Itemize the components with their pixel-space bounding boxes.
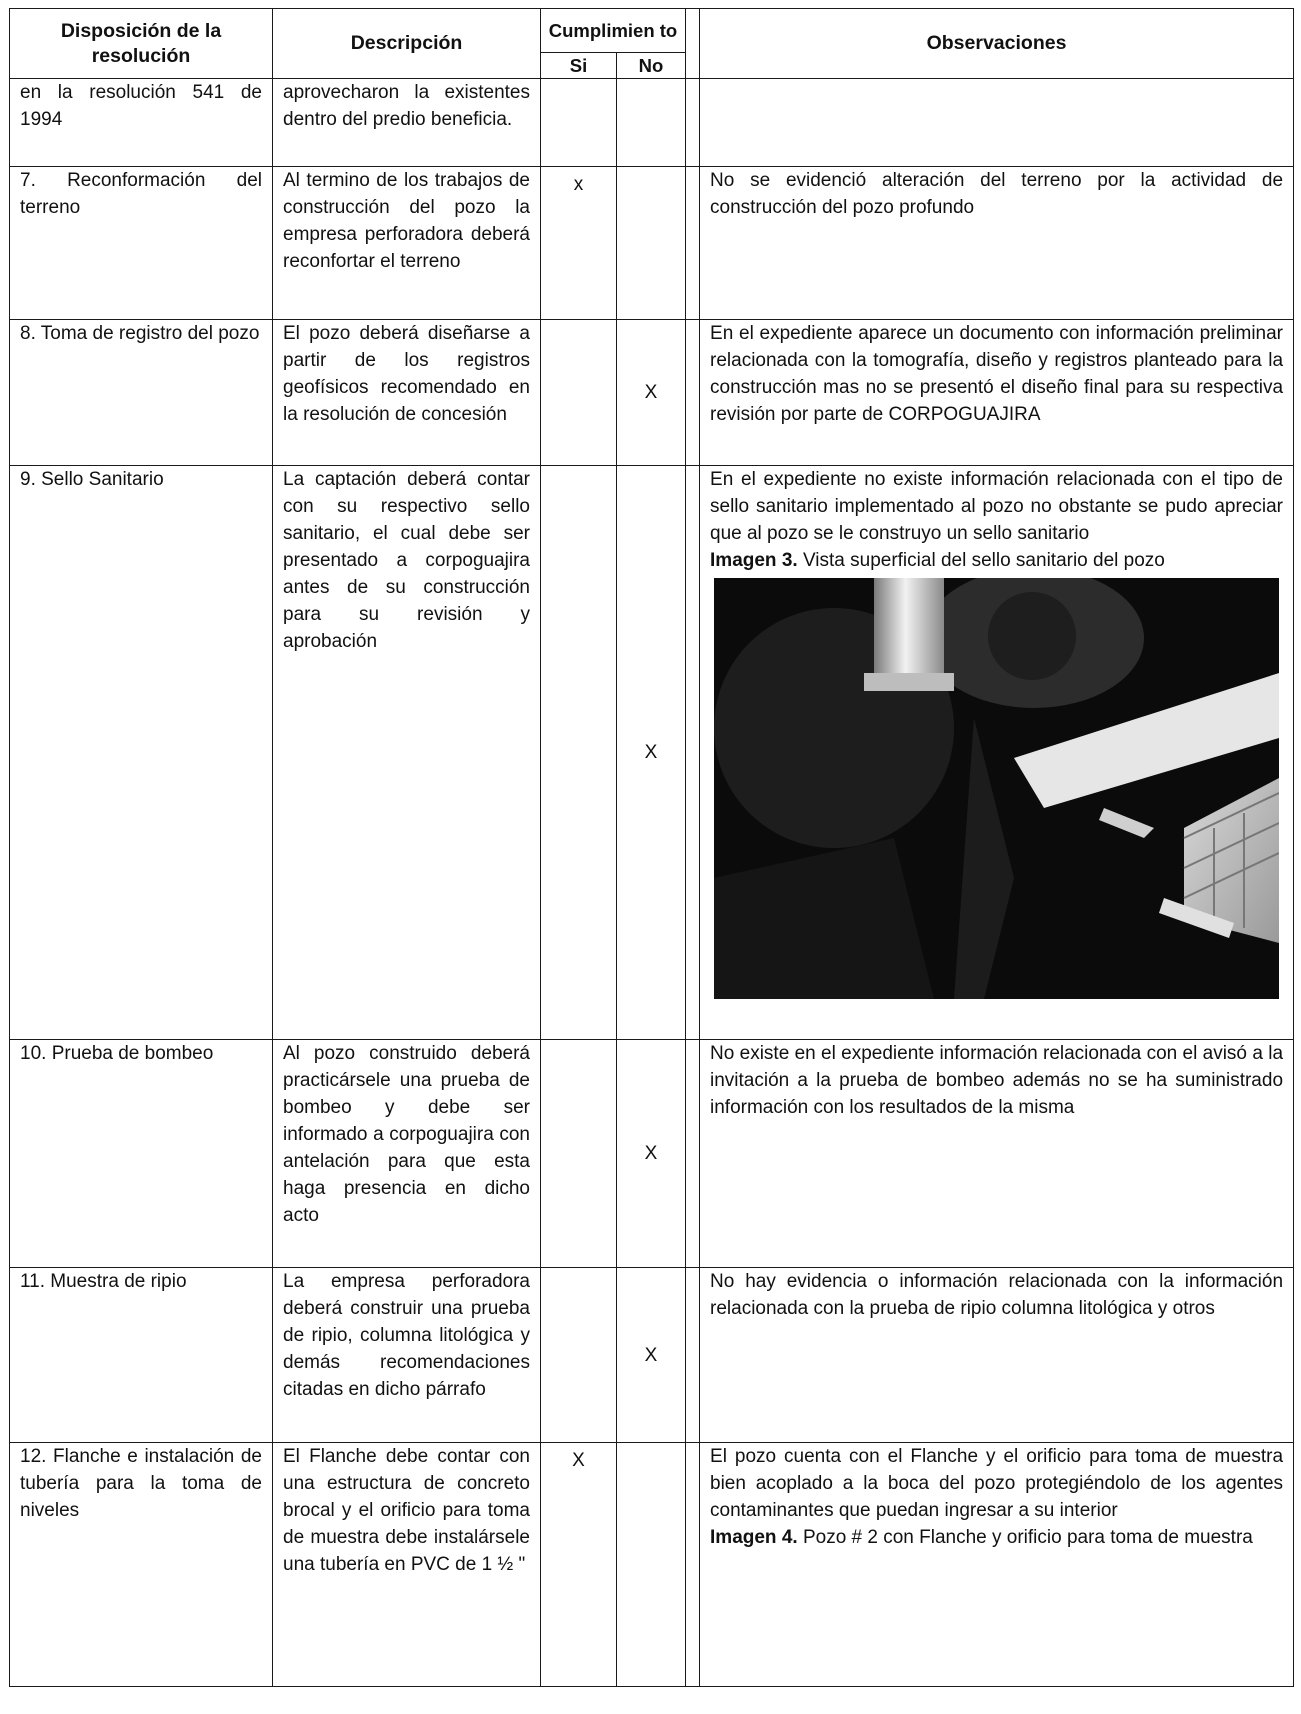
disposicion-cell: 7. Reconformación del terreno: [10, 167, 273, 320]
figure-caption-text: Vista superficial del sello sanitario del pozo: [797, 550, 1165, 571]
no-cell: [617, 79, 686, 167]
si-cell: [541, 466, 617, 1040]
table-row: [10, 1443, 1294, 1687]
sanitary-seal-photo: [714, 578, 1279, 999]
figure-label: Imagen 4.: [710, 1527, 798, 1548]
observaciones-cell: No se evidenció alteración del terreno por la actividad de construcción del pozo profundo: [700, 167, 1294, 320]
observaciones-text: El pozo cuenta con el Flanche y el orificio para toma de muestra bien acoplado a la boca del pozo protegiéndolo de los agentes contaminantes que puedan ingresar a su interior: [710, 1446, 1284, 1521]
si-cell: [541, 320, 617, 466]
observaciones-text: En el expediente no existe información relacionada con el tipo de sello sanitario implementado al pozo no obstante se pudo apreciar que al pozo se le construyo un sello sanitario: [710, 469, 1284, 544]
spacer-cell: [686, 1268, 700, 1443]
table-row: [10, 1268, 1294, 1443]
compliance-table: [9, 8, 1294, 1687]
descripcion-cell: Al pozo construido deberá practicársele una prueba de bombeo y debe ser informado a corpoguajira con antelación para que esta haga presencia en dicho acto: [273, 1040, 541, 1268]
header-disposicion: Disposición de la resolución: [10, 9, 273, 79]
header-observaciones: Observaciones: [700, 9, 1294, 79]
descripcion-cell: El pozo deberá diseñarse a partir de los registros geofísicos recomendado en la resolución de concesión: [273, 320, 541, 466]
no-cell: [617, 1443, 686, 1687]
disposicion-cell: 10. Prueba de bombeo: [10, 1040, 273, 1268]
observaciones-cell: [700, 79, 1294, 167]
spacer-cell: [686, 79, 700, 167]
descripcion-cell: aprovecharon la existentes dentro del predio beneficia.: [273, 79, 541, 167]
header-no: No: [617, 53, 686, 79]
header-cumplimiento: Cumplimien to: [541, 9, 686, 53]
si-cell: x: [541, 167, 617, 320]
figure-caption-text: Pozo # 2 con Flanche y orificio para toma de muestra: [797, 1527, 1253, 1548]
header-si: Si: [541, 53, 617, 79]
no-cell: X: [617, 320, 686, 466]
observaciones-cell: [700, 1443, 1294, 1687]
disposicion-cell: 8. Toma de registro del pozo: [10, 320, 273, 466]
table-row: [10, 320, 1294, 466]
si-cell: [541, 1040, 617, 1268]
spacer-cell: [686, 1443, 700, 1687]
descripcion-cell: La empresa perforadora deberá construir una prueba de ripio, columna litológica y demás recomendaciones citadas en dicho párrafo: [273, 1268, 541, 1443]
table-row: [10, 79, 1294, 167]
spacer-cell: [686, 320, 700, 466]
table-row: [10, 1040, 1294, 1268]
spacer-cell: [686, 1040, 700, 1268]
si-cell: [541, 1268, 617, 1443]
figure-caption: [710, 1524, 1283, 1551]
disposicion-cell: 12. Flanche e instalación de tubería para la toma de niveles: [10, 1443, 273, 1687]
observaciones-cell: No hay evidencia o información relacionada con la información relacionada con la prueba de ripio columna litológica y otros: [700, 1268, 1294, 1443]
descripcion-cell: Al termino de los trabajos de construcción del pozo la empresa perforadora deberá reconfortar el terreno: [273, 167, 541, 320]
spacer-cell: [686, 466, 700, 1040]
spacer-cell: [686, 167, 700, 320]
table-row: [10, 167, 1294, 320]
si-cell: [541, 79, 617, 167]
observaciones-cell: [700, 466, 1294, 1040]
disposicion-cell: en la resolución 541 de 1994: [10, 79, 273, 167]
no-cell: X: [617, 466, 686, 1040]
observaciones-cell: En el expediente aparece un documento con información preliminar relacionada con la tomografía, diseño y registros planteado para la construcción mas no se presentó el diseño final para su respectiva revisión por parte de CORPOGUAJIRA: [700, 320, 1294, 466]
disposicion-cell: 9. Sello Sanitario: [10, 466, 273, 1040]
no-cell: X: [617, 1040, 686, 1268]
si-cell: X: [541, 1443, 617, 1687]
observaciones-cell: No existe en el expediente información relacionada con el avisó a la invitación a la prueba de bombeo además no se ha suministrado información con los resultados de la misma: [700, 1040, 1294, 1268]
figure-label: Imagen 3.: [710, 550, 798, 571]
descripcion-cell: La captación deberá contar con su respectivo sello sanitario, el cual debe ser presentado a corpoguajira antes de su construcción para su revisión y aprobación: [273, 466, 541, 1040]
header-descripcion: Descripción: [273, 9, 541, 79]
figure-caption: [710, 547, 1283, 574]
table-row: [10, 466, 1294, 1040]
spacer-column-header: [686, 9, 700, 79]
disposicion-cell: 11. Muestra de ripio: [10, 1268, 273, 1443]
descripcion-cell: El Flanche debe contar con una estructura de concreto brocal y el orificio para toma de muestra debe instalársele una tubería en PVC de 1 ½ ": [273, 1443, 541, 1687]
no-cell: [617, 167, 686, 320]
no-cell: X: [617, 1268, 686, 1443]
